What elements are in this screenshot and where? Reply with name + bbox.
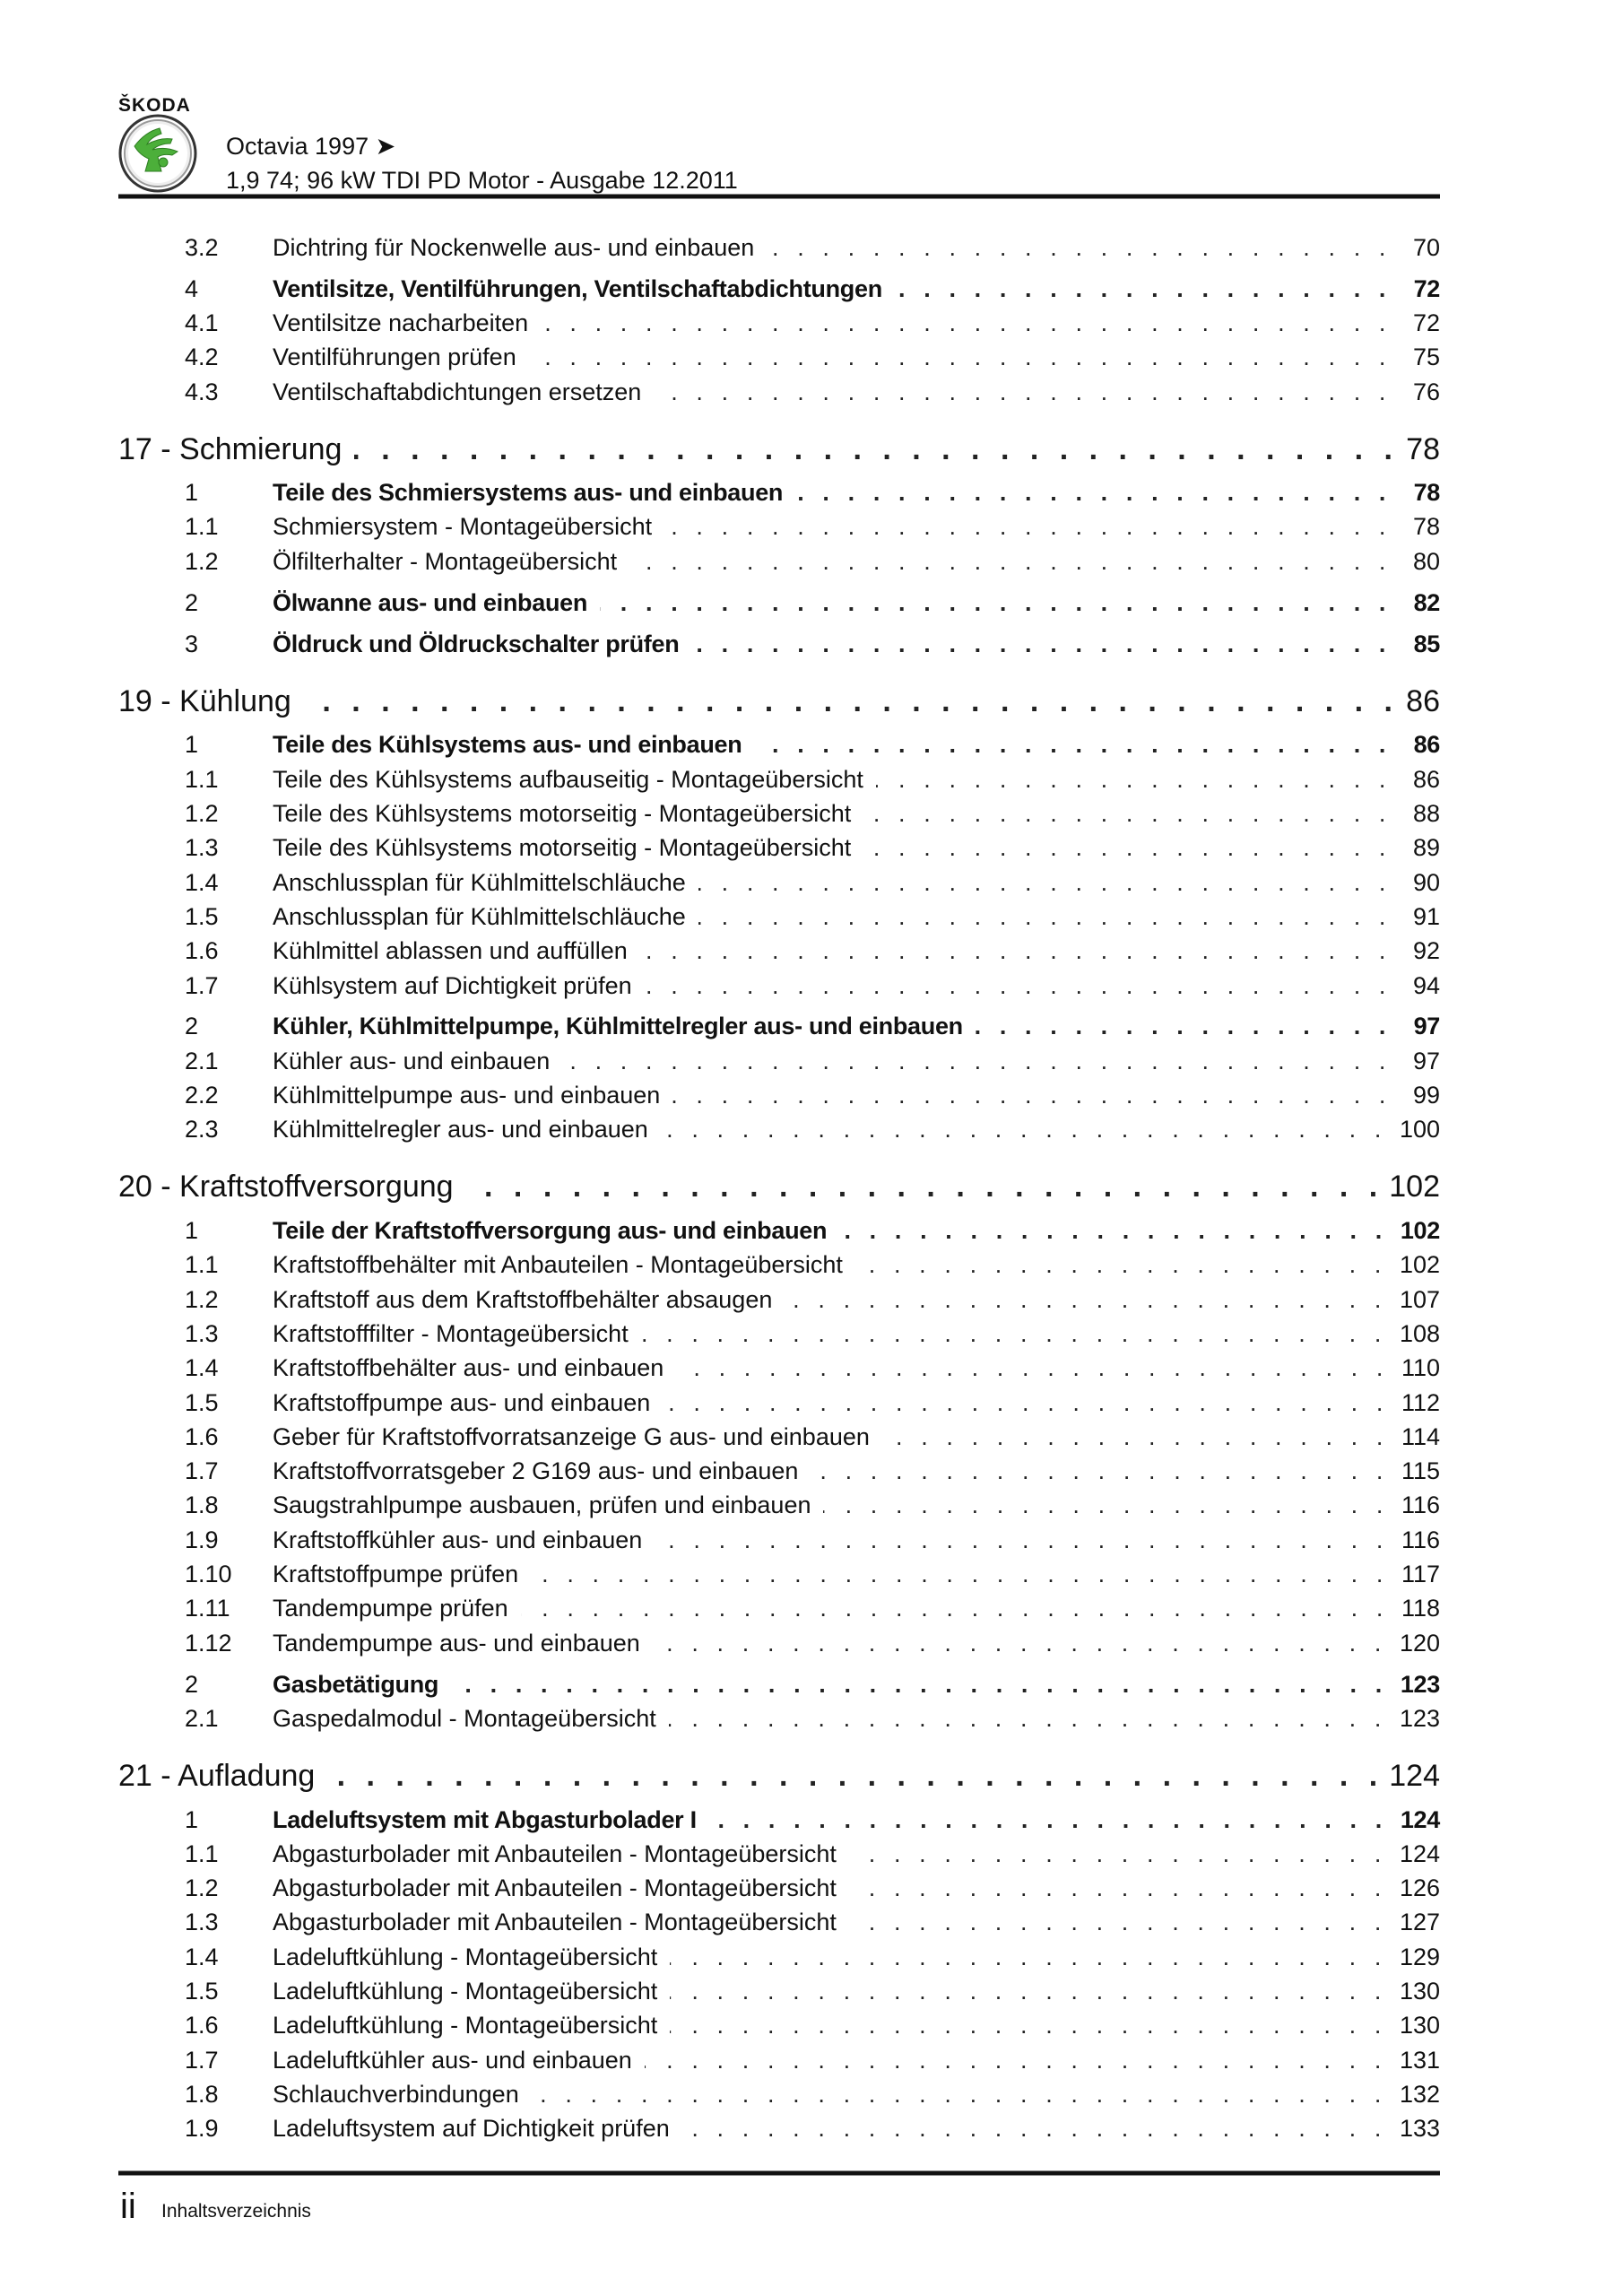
toc-entry-page: 75 [1412, 344, 1440, 371]
toc-entry-number: 1.6 [185, 1422, 219, 1450]
toc-entry-title: Tandempumpe prüfen [273, 1595, 508, 1622]
toc-entry-number: 1.9 [185, 2115, 219, 2143]
toc-entry-number: 2.3 [185, 1116, 219, 1144]
toc-entry-page: 72 [1413, 274, 1440, 302]
dot-leader [645, 972, 1392, 1000]
dot-leader [672, 1082, 1392, 1109]
toc-entry-title: Kraftstoffbehälter aus- und einbauen [273, 1354, 664, 1382]
toc-entry[interactable] [118, 1974, 1440, 2008]
toc-entry-number: 1.3 [185, 1909, 219, 1936]
dot-leader [691, 631, 1392, 658]
dot-leader [466, 1170, 1384, 1205]
toc-entry[interactable] [118, 230, 1440, 265]
footer-rule [118, 2170, 1440, 2176]
dot-leader [882, 1423, 1389, 1451]
toc-entry-number: 4.1 [185, 309, 219, 336]
toc-entry-page: 127 [1399, 1909, 1440, 1936]
dot-leader [795, 479, 1392, 507]
toc-entry-title: Anschlussplan für Kühlmittelschläuche [273, 902, 686, 930]
toc-entry-page: 88 [1412, 800, 1440, 828]
dot-leader [670, 2012, 1387, 2039]
toc-entry-number: 1.4 [185, 868, 219, 896]
toc-entry-title: Ölfilterhalter - Montageübersicht [273, 547, 618, 575]
toc-entry-number: 1.12 [185, 1629, 232, 1657]
dot-leader [863, 800, 1392, 828]
toc-entry-title: Teile des Kühlsystems aus- und einbauen [273, 731, 742, 759]
toc-entry-title: Teile des Kühlsystems motorseitig - Montageübersicht [273, 834, 852, 862]
toc-entry-title: Ventilsitze nacharbeiten [273, 309, 529, 336]
toc-entry-page: 123 [1400, 1670, 1440, 1698]
toc-entry-title: Kraftstoffpumpe aus- und einbauen [273, 1388, 651, 1416]
toc-entry[interactable] [118, 1940, 1440, 1974]
toc-entry-page: 86 [1412, 765, 1440, 793]
toc-entry-number: 1.3 [185, 834, 219, 862]
toc-entry-number: 2 [185, 1670, 198, 1698]
toc-entry-title: Tandempumpe aus- und einbauen [273, 1629, 640, 1657]
toc-entry-page: 124 [1400, 1805, 1440, 1833]
toc-entry-page: 130 [1399, 1978, 1440, 2005]
toc-entry-page: 108 [1399, 1319, 1440, 1347]
dot-leader [600, 589, 1392, 617]
dot-leader [849, 1840, 1387, 1868]
dot-leader [670, 1944, 1387, 1971]
dot-leader [451, 1671, 1388, 1699]
toc-entry[interactable] [118, 1352, 1440, 1386]
toc-entry[interactable] [118, 1044, 1440, 1078]
dot-leader [709, 1806, 1388, 1834]
toc-entry[interactable] [118, 2112, 1440, 2146]
toc-entry-page: 86 [1413, 731, 1440, 759]
toc-entry[interactable] [118, 1213, 1440, 1248]
toc-entry[interactable] [118, 865, 1440, 900]
toc-entry-page: 76 [1412, 378, 1440, 405]
dot-leader [664, 513, 1392, 541]
dot-leader [531, 1561, 1389, 1588]
dot-leader [304, 684, 1399, 719]
toc-entry-number: 1.4 [185, 1943, 219, 1970]
toc-chapter[interactable] [118, 682, 1440, 721]
toc-entry-number: 1.2 [185, 1285, 219, 1313]
toc-entry-page: 78 [1406, 431, 1440, 466]
toc-entry[interactable] [118, 796, 1440, 831]
toc-entry-page: 97 [1413, 1013, 1440, 1040]
toc-entry-title: Ladeluftkühlung - Montageübersicht [273, 1943, 658, 1970]
dot-leader [876, 766, 1392, 794]
toc-entry-page: 120 [1399, 1629, 1440, 1657]
dot-leader [754, 731, 1392, 759]
toc-entry-page: 78 [1413, 479, 1440, 507]
toc-entry-title: Kühlmittel ablassen und auffüllen [273, 937, 628, 965]
toc-entry[interactable] [118, 272, 1440, 306]
toc-entry-page: 97 [1412, 1047, 1440, 1074]
toc-entry-number: 3 [185, 630, 198, 657]
dot-leader [670, 1978, 1387, 2005]
toc-entry-number: 1.7 [185, 2046, 219, 2074]
toc-chapter[interactable] [118, 430, 1440, 469]
toc-entry-title: Gaspedalmodul - Montageübersicht [273, 1704, 656, 1732]
toc-entry-number: 1.1 [185, 513, 219, 541]
toc-entry-page: 102 [1389, 1170, 1440, 1205]
toc-entry-title: Teile des Schmiersystems aus- und einbauen [273, 479, 784, 507]
dot-leader [682, 2115, 1387, 2143]
toc-entry[interactable] [118, 586, 1440, 620]
toc-entry-number: 1 [185, 731, 198, 759]
dot-leader [823, 1492, 1388, 1519]
toc-entry-title: Abgasturbolader mit Anbauteilen - Montageübersicht [273, 1874, 837, 1902]
dot-leader [676, 1354, 1389, 1382]
toc-entry-page: 130 [1399, 2012, 1440, 2039]
toc-entry-page: 86 [1406, 683, 1440, 718]
toc-entry-number: 1.2 [185, 1874, 219, 1902]
toc-entry-page: 107 [1399, 1285, 1440, 1313]
toc-entry-title: Ladeluftkühlung - Montageübersicht [273, 1978, 658, 2005]
dot-leader [849, 1909, 1387, 1936]
toc-entry-number: 1 [185, 479, 198, 507]
toc-entry-title: Teile des Kühlsystems aufbauseitig - Montageübersicht [273, 765, 863, 793]
toc-entry-page: 102 [1400, 1217, 1440, 1245]
toc-entry-page: 116 [1401, 1526, 1440, 1553]
toc-entry-page: 89 [1412, 834, 1440, 862]
toc-entry-page: 100 [1399, 1116, 1440, 1144]
toc-entry-title: Öldruck und Öldruckschalter prüfen [273, 630, 680, 657]
toc-entry-number: 1.5 [185, 1388, 219, 1416]
toc-entry-number: 1.5 [185, 902, 219, 930]
toc-entry-number: 1.11 [185, 1595, 230, 1622]
toc-entry-page: 70 [1412, 233, 1440, 261]
toc-entry-title: Kühlmittelpumpe aus- und einbauen [273, 1082, 661, 1109]
toc-entry[interactable] [118, 1454, 1440, 1488]
toc-entry-page: 123 [1399, 1704, 1440, 1732]
toc-entry-title: Ladeluftkühlung - Montageübersicht [273, 2012, 658, 2039]
toc-entry[interactable] [118, 375, 1440, 409]
toc-entry[interactable] [118, 1626, 1440, 1660]
page-number: ii [120, 2187, 136, 2226]
toc-entry-title: Kraftstoffkühler aus- und einbauen [273, 1526, 643, 1553]
toc-entry-number: 1.7 [185, 1457, 219, 1485]
toc-entry-number: 1.1 [185, 1839, 219, 1867]
toc-entry-number: 1.1 [185, 765, 219, 793]
toc-chapter[interactable] [118, 1168, 1440, 1207]
toc-entry-page: 126 [1399, 1874, 1440, 1902]
toc-entry[interactable] [118, 627, 1440, 661]
toc-entry-number: 3.2 [185, 233, 219, 261]
toc-entry[interactable] [118, 1248, 1440, 1283]
toc-entry-number: 1.2 [185, 547, 219, 575]
toc-entry-number: 1.1 [185, 1251, 219, 1279]
toc-entry[interactable] [118, 1872, 1440, 1906]
toc-entry-number: 1.7 [185, 971, 219, 999]
document-subtitle: 1,9 74; 96 kW TDI PD Motor - Ausgabe 12.2011 [226, 167, 738, 194]
toc-entry-title: Geber für Kraftstoffvorratsanzeige G aus- und einbauen [273, 1422, 870, 1450]
toc-entry-title: Kühlsystem auf Dichtigkeit prüfen [273, 971, 632, 999]
toc-entry-number: 2.1 [185, 1047, 219, 1074]
toc-entry-title: 20 - Kraftstoffversorgung [118, 1170, 454, 1205]
toc-entry[interactable] [118, 1283, 1440, 1317]
dot-leader [663, 1389, 1389, 1417]
toc-entry-page: 116 [1401, 1492, 1440, 1519]
toc-entry-title: Kraftstoffbehälter mit Anbauteilen - Montageübersicht [273, 1251, 843, 1279]
toc-entry[interactable] [118, 1667, 1440, 1701]
toc-entry-page: 99 [1412, 1082, 1440, 1109]
toc-entry-number: 2.1 [185, 1704, 219, 1732]
toc-chapter[interactable] [118, 1757, 1440, 1796]
toc-entry-number: 1 [185, 1805, 198, 1833]
toc-entry-title: Kraftstoff aus dem Kraftstoffbehälter absaugen [273, 1285, 773, 1313]
dot-leader [629, 548, 1392, 576]
brand-wordmark: ŠKODA [118, 95, 191, 116]
dot-leader [698, 903, 1392, 931]
dot-leader [698, 869, 1392, 897]
dot-leader [849, 1874, 1387, 1902]
toc-entry-page: 78 [1412, 513, 1440, 541]
toc-entry-page: 92 [1412, 937, 1440, 965]
toc-entry-number: 2 [185, 588, 198, 616]
toc-entry-title: Schlauchverbindungen [273, 2080, 519, 2108]
toc-entry-title: Ladeluftsystem auf Dichtigkeit prüfen [273, 2115, 670, 2143]
dot-leader [661, 1116, 1387, 1144]
toc-entry-title: Saugstrahlpumpe ausbauen, prüfen und einbauen [273, 1492, 811, 1519]
toc-entry[interactable] [118, 1386, 1440, 1420]
footer-label: Inhaltsverzeichnis [161, 2201, 311, 2222]
toc-entry-page: 124 [1399, 1839, 1440, 1867]
toc-entry-page: 118 [1401, 1595, 1440, 1622]
toc-entry-page: 115 [1401, 1457, 1440, 1485]
toc-entry[interactable] [118, 544, 1440, 578]
toc-entry-page: 117 [1401, 1561, 1440, 1588]
toc-entry-page: 85 [1413, 630, 1440, 657]
toc-entry-title: Kraftstoffvorratsgeber 2 G169 aus- und einbauen [273, 1457, 799, 1485]
toc-entry-number: 1.10 [185, 1561, 232, 1588]
dot-leader [839, 1217, 1388, 1245]
dot-leader [641, 1320, 1387, 1348]
dot-leader [654, 378, 1392, 406]
dot-leader [976, 1013, 1392, 1040]
toc-entry-title: Teile der Kraftstoffversorgung aus- und einbauen [273, 1217, 828, 1245]
toc-entry-number: 2 [185, 1013, 198, 1040]
dot-leader [529, 344, 1392, 371]
toc-entry-title: Ventilschaftabdichtungen ersetzen [273, 378, 642, 405]
toc-entry[interactable] [118, 306, 1440, 340]
toc-entry-page: 114 [1401, 1422, 1440, 1450]
toc-entry[interactable] [118, 969, 1440, 1003]
toc-entry-number: 1.6 [185, 2012, 219, 2039]
toc-entry[interactable] [118, 1557, 1440, 1591]
toc-entry[interactable] [118, 1701, 1440, 1735]
toc-entry-title: Ventilsitze, Ventilführungen, Ventilschaftabdichtungen [273, 274, 882, 302]
toc-entry-number: 1.9 [185, 1526, 219, 1553]
dot-leader [811, 1457, 1389, 1485]
dot-leader [653, 1630, 1387, 1657]
dot-leader [863, 834, 1392, 862]
toc-entry[interactable] [118, 1317, 1440, 1351]
toc-entry-number: 4 [185, 274, 198, 302]
toc-entry[interactable] [118, 2077, 1440, 2111]
toc-entry-number: 4.2 [185, 344, 219, 371]
toc-entry-page: 91 [1412, 902, 1440, 930]
toc-entry-number: 1.4 [185, 1354, 219, 1382]
document-title: Octavia 1997 ➤ [226, 133, 396, 160]
toc-entry[interactable] [118, 935, 1440, 969]
toc-entry[interactable] [118, 476, 1440, 510]
dot-leader [855, 1251, 1387, 1279]
toc-entry-title: Ölwanne aus- und einbauen [273, 588, 588, 616]
toc-entry-number: 1.8 [185, 2080, 219, 2108]
toc-entry[interactable] [118, 1078, 1440, 1112]
toc-entry-number: 1.3 [185, 1319, 219, 1347]
toc-entry-title: Kühler, Kühlmittelpumpe, Kühlmittelregler aus- und einbauen [273, 1013, 963, 1040]
toc-entry-title: Teile des Kühlsystems motorseitig - Montageübersicht [273, 800, 852, 828]
toc-entry-title: Schmiersystem - Montageübersicht [273, 513, 653, 541]
table-of-contents [118, 230, 1440, 2146]
dot-leader [541, 309, 1392, 337]
toc-entry-page: 129 [1399, 1943, 1440, 1970]
toc-entry-page: 124 [1389, 1758, 1440, 1793]
toc-entry-page: 110 [1401, 1354, 1440, 1382]
toc-entry-title: Kraftstoffpumpe prüfen [273, 1561, 519, 1588]
toc-entry-page: 72 [1412, 309, 1440, 336]
toc-entry[interactable] [118, 2043, 1440, 2077]
toc-entry-number: 4.3 [185, 378, 219, 405]
toc-entry[interactable] [118, 1523, 1440, 1557]
toc-entry-title: Abgasturbolader mit Anbauteilen - Montageübersicht [273, 1839, 837, 1867]
toc-entry-title: Kühlmittelregler aus- und einbauen [273, 1116, 648, 1144]
toc-entry-number: 1.2 [185, 800, 219, 828]
toc-entry-page: 82 [1413, 588, 1440, 616]
toc-entry-page: 131 [1399, 2046, 1440, 2074]
toc-entry-page: 94 [1412, 971, 1440, 999]
toc-entry[interactable] [118, 1906, 1440, 1940]
toc-entry[interactable] [118, 1010, 1440, 1044]
toc-entry-title: Abgasturbolader mit Anbauteilen - Montageübersicht [273, 1909, 837, 1936]
toc-entry[interactable] [118, 1420, 1440, 1454]
toc-entry[interactable] [118, 1489, 1440, 1523]
toc-entry-title: Kraftstofffilter - Montageübersicht [273, 1319, 629, 1347]
toc-entry-number: 1 [185, 1217, 198, 1245]
dot-leader [532, 2081, 1387, 2109]
toc-entry-title: Dichtring für Nockenwelle aus- und einbauen [273, 233, 755, 261]
toc-entry-title: 21 - Aufladung [118, 1758, 316, 1793]
toc-entry-number: 1.8 [185, 1492, 219, 1519]
toc-entry[interactable] [118, 510, 1440, 544]
toc-entry[interactable] [118, 1592, 1440, 1626]
toc-entry-number: 1.5 [185, 1978, 219, 2005]
dot-leader [785, 1286, 1387, 1314]
toc-entry[interactable] [118, 900, 1440, 934]
toc-entry[interactable] [118, 1113, 1440, 1147]
dot-leader [640, 937, 1392, 965]
dot-leader [645, 2047, 1387, 2074]
skoda-logo-icon [118, 114, 197, 193]
toc-entry[interactable] [118, 728, 1440, 762]
toc-entry-title: Kühler aus- und einbauen [273, 1047, 551, 1074]
toc-entry[interactable] [118, 1803, 1440, 1837]
toc-entry-title: Ladeluftkühler aus- und einbauen [273, 2046, 632, 2074]
toc-entry-title: Ventilführungen prüfen [273, 344, 516, 371]
toc-entry[interactable] [118, 831, 1440, 865]
toc-entry-title: Ladeluftsystem mit Abgasturbolader I [273, 1805, 697, 1833]
toc-entry-title: Gasbetätigung [273, 1670, 439, 1698]
header-rule [118, 194, 1440, 199]
toc-entry-number: 1.6 [185, 937, 219, 965]
toc-entry-page: 133 [1399, 2115, 1440, 2143]
dot-leader [354, 432, 1399, 467]
toc-entry-page: 90 [1412, 868, 1440, 896]
dot-leader [655, 1526, 1389, 1554]
dot-leader [521, 1595, 1389, 1622]
toc-entry-number: 2.2 [185, 1082, 219, 1109]
toc-entry-title: 19 - Kühlung [118, 683, 291, 718]
toc-entry-page: 132 [1399, 2080, 1440, 2108]
dot-leader [669, 1705, 1387, 1733]
toc-entry-title: 17 - Schmierung [118, 431, 343, 466]
toc-entry[interactable] [118, 341, 1440, 375]
toc-entry[interactable] [118, 2009, 1440, 2043]
toc-entry-title: Anschlussplan für Kühlmittelschläuche [273, 868, 686, 896]
dot-leader [327, 1759, 1383, 1794]
dot-leader [767, 234, 1392, 262]
toc-entry[interactable] [118, 762, 1440, 796]
toc-entry[interactable] [118, 1837, 1440, 1871]
toc-entry-page: 112 [1401, 1388, 1440, 1416]
toc-entry-page: 80 [1412, 547, 1440, 575]
dot-leader [562, 1048, 1392, 1075]
dot-leader [895, 275, 1392, 303]
toc-entry-page: 102 [1399, 1251, 1440, 1279]
